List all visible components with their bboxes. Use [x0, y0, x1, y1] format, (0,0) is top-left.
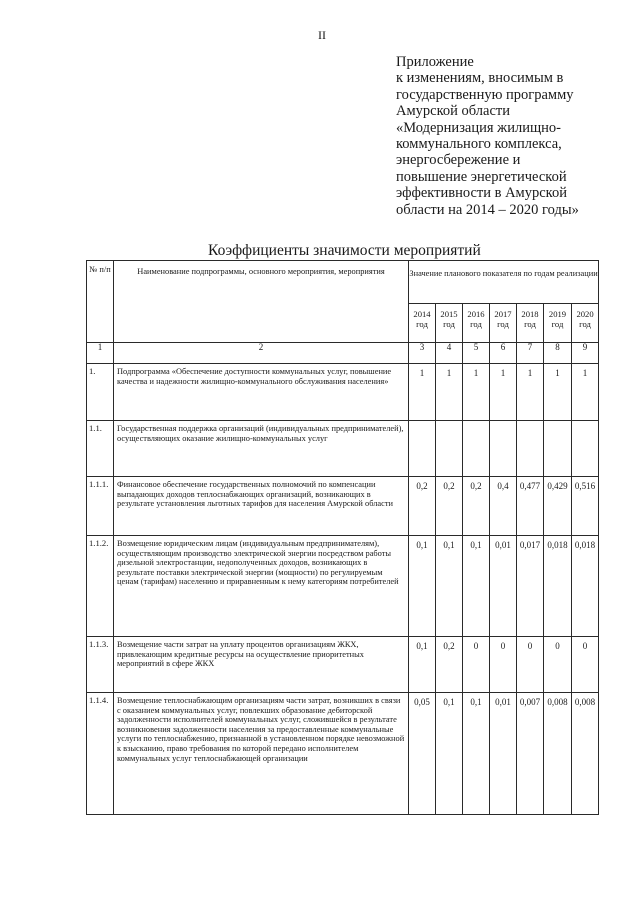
column-number: 4 [436, 343, 463, 364]
column-number: 3 [409, 343, 436, 364]
table-row [87, 364, 599, 421]
row-value: 1 [409, 364, 436, 421]
row-number: 1.1.1. [87, 477, 114, 536]
row-value: 0,1 [463, 693, 490, 815]
row-value: 0 [544, 637, 572, 693]
row-value [517, 421, 544, 477]
row-value [544, 421, 572, 477]
appendix-line: Приложение [396, 54, 474, 70]
row-value: 0,1 [409, 637, 436, 693]
column-number-row [87, 343, 599, 364]
row-number: 1.1.4. [87, 693, 114, 815]
row-value [572, 421, 599, 477]
significance-table [86, 260, 599, 815]
appendix-line: государственную программу [396, 86, 574, 103]
row-value: 0 [517, 637, 544, 693]
row-value: 1 [436, 364, 463, 421]
row-name: Подпрограмма «Обеспечение доступности коммунальных услуг, повышение качества и надежности жилищно-коммунального обслуживания населения» [114, 364, 409, 421]
appendix-line: коммунального комплекса, [396, 136, 562, 153]
row-value: 1 [517, 364, 544, 421]
row-value: 0,2 [409, 477, 436, 536]
row-value [409, 421, 436, 477]
appendix-line: к изменениям, вносимым в [396, 70, 564, 87]
row-value: 0,2 [436, 637, 463, 693]
row-value: 0,008 [572, 693, 599, 815]
column-number: 5 [463, 343, 490, 364]
header-year: 2014 год [409, 304, 436, 343]
appendix-line: эффективности в Амурской [396, 185, 567, 202]
row-value: 0,1 [463, 536, 490, 637]
row-value: 0,018 [544, 536, 572, 637]
row-value [490, 421, 517, 477]
header-year: 2020 год [572, 304, 599, 343]
row-value: 0,516 [572, 477, 599, 536]
appendix-line: энергосбережение и [396, 152, 521, 169]
row-value: 0,1 [436, 693, 463, 815]
column-number: 9 [572, 343, 599, 364]
row-value: 0,008 [544, 693, 572, 815]
table-row [87, 637, 599, 693]
header-num: № п/п [87, 261, 114, 343]
row-number: 1. [87, 364, 114, 421]
appendix-line: повышение энергетической [396, 168, 567, 185]
row-name: Финансовое обеспечение государственных полномочий по компенсации выпадающих доходов теплоснабжающих организаций, возникающих в результате установления льготных тарифов для населения Амурской области [114, 477, 409, 536]
appendix-line: «Модернизация жилищно- [396, 119, 561, 136]
row-name: Возмещение юридическим лицам (индивидуальным предпринимателям), осуществляющим производство электрической энергии посредством работы дизельной электростанции, недополученных доходов, возникающих в результате поставки электрической энергии (мощности) по регулируемым ценам (тарифам) населению и приравненным к нему категориям потребителей [114, 536, 409, 637]
header-name: Наименование подпрограммы, основного мероприятия, мероприятия [114, 261, 409, 343]
row-name: Государственная поддержка организаций (индивидуальных предпринимателей), осуществляющих оказание жилищно-коммунальных услуг [114, 421, 409, 477]
header-row [87, 261, 599, 304]
column-number: 2 [114, 343, 409, 364]
row-value: 0,477 [517, 477, 544, 536]
row-value: 0,1 [436, 536, 463, 637]
row-number: 1.1.3. [87, 637, 114, 693]
row-number: 1.1.2. [87, 536, 114, 637]
row-value [463, 421, 490, 477]
header-year: 2017 год [490, 304, 517, 343]
table-row [87, 477, 599, 536]
header-years-group: Значение планового показателя по годам реализации [409, 261, 599, 304]
appendix-line: области на 2014 – 2020 годы» [396, 201, 579, 218]
row-name: Возмещение теплоснабжающим организациям части затрат, возникших в связи с оказанием коммунальных услуг, повлекших образование дебиторской задолженности исполнителей коммунальных услуг, сложившейся в результате возникновения задолженности населения за предоставленные коммунальные услуги по теплоснабжению, признанной в установленном порядке невозможной к взысканию, право требования по которой передано исполнителем коммунальных услуг теплоснабжающей организации [114, 693, 409, 815]
table-row [87, 693, 599, 815]
row-value: 0,017 [517, 536, 544, 637]
row-value: 0 [572, 637, 599, 693]
header-year: 2015 год [436, 304, 463, 343]
column-number: 8 [544, 343, 572, 364]
row-name: Возмещение части затрат на уплату процентов организациям ЖКХ, привлекающим кредитные ресурсы на осуществление приоритетных мероприятий в сфере ЖКХ [114, 637, 409, 693]
row-value: 1 [544, 364, 572, 421]
row-value: 1 [463, 364, 490, 421]
page-number: II [318, 28, 326, 42]
row-value: 0,007 [517, 693, 544, 815]
row-value: 0,2 [463, 477, 490, 536]
row-value [436, 421, 463, 477]
row-value: 0,429 [544, 477, 572, 536]
column-number: 1 [87, 343, 114, 364]
row-value: 1 [490, 364, 517, 421]
table-row [87, 421, 599, 477]
appendix-line: Амурской области [396, 103, 510, 120]
row-value: 0,4 [490, 477, 517, 536]
column-number: 6 [490, 343, 517, 364]
row-value: 1 [572, 364, 599, 421]
row-value: 0,2 [436, 477, 463, 536]
row-value: 0,05 [409, 693, 436, 815]
row-value: 0,01 [490, 693, 517, 815]
row-value: 0,1 [409, 536, 436, 637]
column-number: 7 [517, 343, 544, 364]
row-value: 0 [490, 637, 517, 693]
header-year: 2019 год [544, 304, 572, 343]
row-value: 0 [463, 637, 490, 693]
row-number: 1.1. [87, 421, 114, 477]
row-value: 0,01 [490, 536, 517, 637]
appendix-block [396, 54, 632, 218]
document-title: Коэффициенты значимости мероприятий [208, 242, 481, 259]
table-row [87, 536, 599, 637]
row-value: 0,018 [572, 536, 599, 637]
header-year: 2016 год [463, 304, 490, 343]
header-year: 2018 год [517, 304, 544, 343]
